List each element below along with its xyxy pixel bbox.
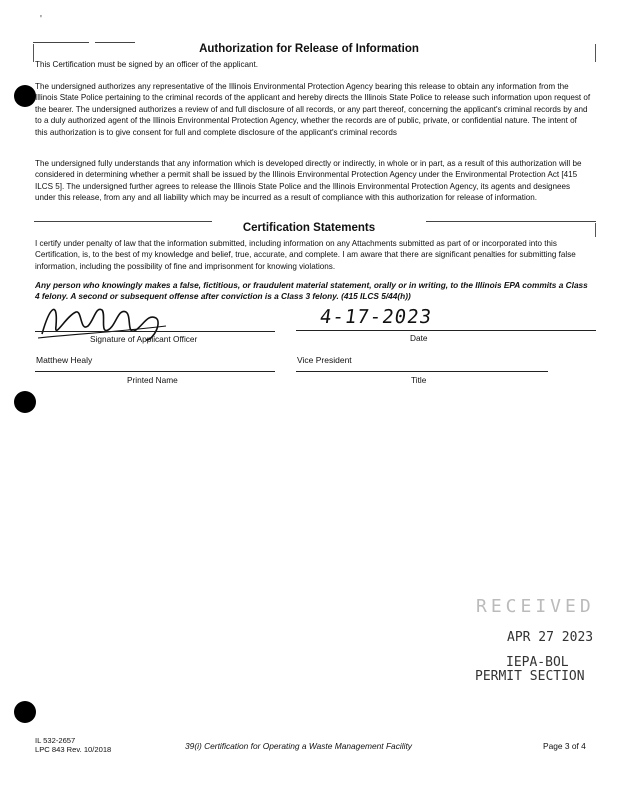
printed-name-line	[35, 371, 275, 372]
certification-title: Certification Statements	[242, 222, 376, 234]
signature-label: Signature of Applicant Officer	[90, 334, 198, 344]
title-label: Title	[411, 375, 427, 385]
page-number: Page 3 of 4	[543, 741, 586, 751]
punch-hole-bottom	[14, 701, 36, 723]
release-paragraph-2: The undersigned fully understands that any information which is developed directly or indirectly, in whole or in part, as a result of this authorization will be considered in determining whether a permit shall be issued by the Illinois Environmental Protection Agency under the Environmental Protection Act [415 ILCS 5]. The undersigned further agrees to release the Illinois State Police and the Illinois Environmental Protection Agency, its agents and designees under this release, from any and all liability which may be incurred as a result of compliance with this authorization for release of information.	[35, 159, 582, 203]
certification-body: I certify under penalty of law that the information submitted, including information on any Attachments submitted as part of or incorporated into this Certification, is, to the best of my knowledge and belief, true, accurate, and complete. I am aware that there are significant penalties for submitting false information, including the possibility of fine and imprisonment for knowing violations.	[35, 239, 576, 271]
date-value: 4-17-2023	[318, 306, 434, 328]
received-stamp-header: RECEIVED	[476, 596, 595, 617]
release-note: This Certification must be signed by an officer of the applicant.	[35, 60, 258, 69]
title-line	[296, 371, 548, 372]
form-id: IL 532-2657	[35, 736, 76, 745]
form-revision: LPC 843 Rev. 10/2018	[35, 745, 112, 754]
punch-hole-top	[14, 85, 36, 107]
form-title: 39(i) Certification for Operating a Waste Management Facility	[185, 741, 412, 751]
scan-mark: '	[40, 14, 42, 25]
punch-hole-middle	[14, 391, 36, 413]
printed-name-label: Printed Name	[127, 375, 178, 385]
release-title: Authorization for Release of Information	[199, 43, 419, 55]
printed-name-value: Matthew Healy	[36, 355, 93, 365]
felony-warning: Any person who knowingly makes a false, fictitious, or fraudulent material statement, orally or in writing, to the Illinois EPA commits a Class 4 felony. A second or subsequent offense after conviction is a Class 3 felony. (415 ILCS 5/44(h))	[35, 280, 588, 302]
release-paragraph-1: The undersigned authorizes any representative of the Illinois Environmental Protection Agency bearing this release to obtain any information from the Illinois State Police pertaining to the criminal records of the applicant and hereby directs the Illinois State Police to release such information upon request of the bearer. The undersigned authorizes a review of and full disclosure of all records, or any part thereof, concerning the applicant's criminal records by and to a duly authorized agent of the Illinois Environmental Protection Agency, whether the records are of public, private, or confidential nature. The intent of this authorization is to give consent for full and complete disclosure of the applicant's criminal records	[35, 82, 591, 137]
received-stamp-dept: IEPA-BOL	[506, 655, 569, 670]
received-stamp-section: PERMIT SECTION	[475, 669, 585, 684]
date-label: Date	[410, 333, 428, 343]
title-value: Vice President	[297, 355, 352, 365]
received-stamp-date: APR 27 2023	[507, 630, 594, 645]
signature-line	[35, 331, 275, 332]
date-line	[296, 330, 596, 331]
